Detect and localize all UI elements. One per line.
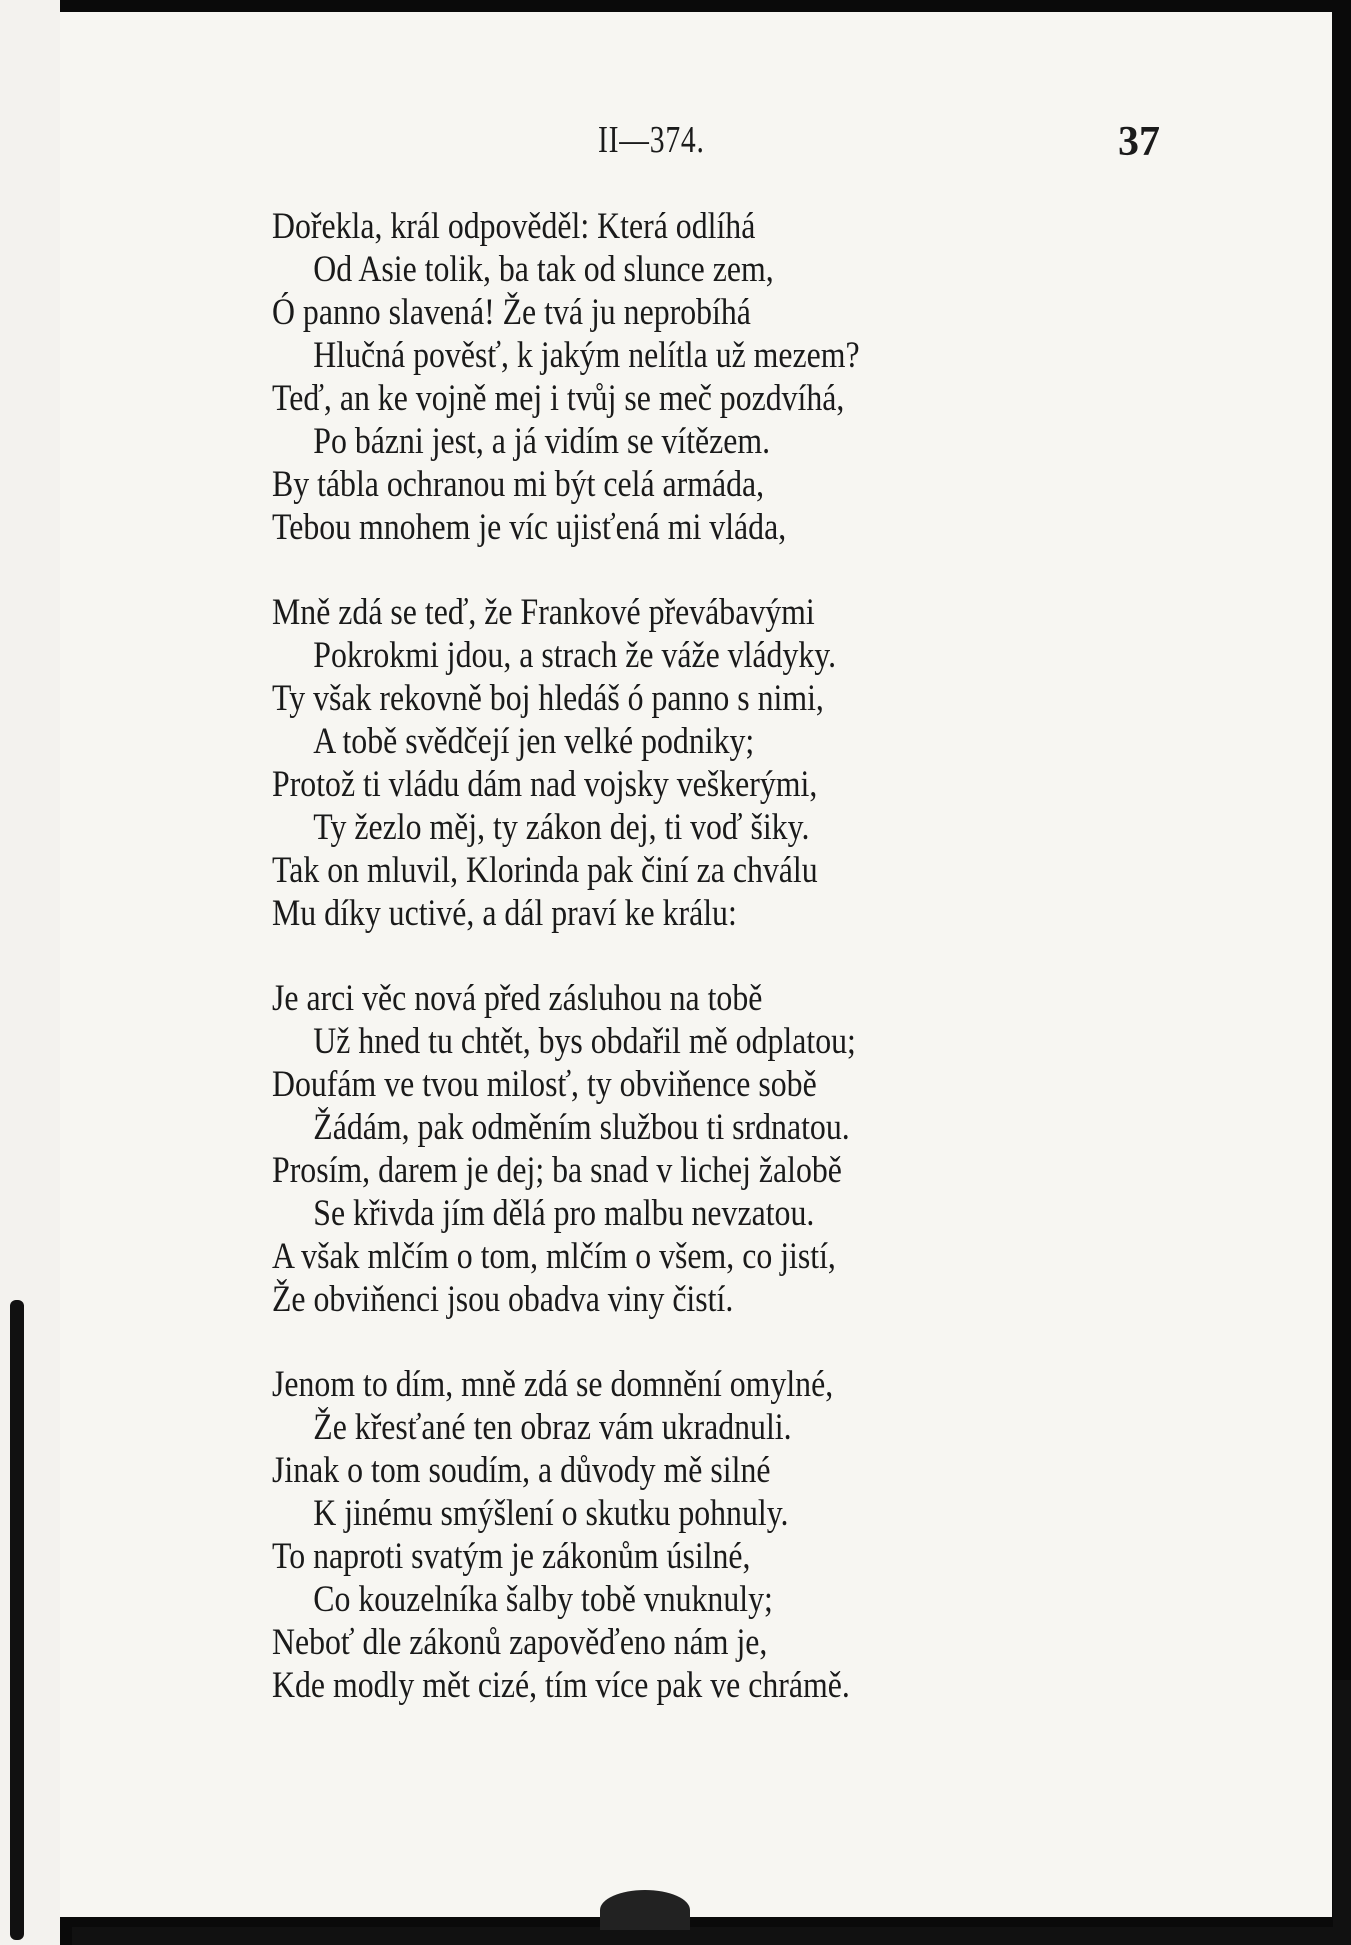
verse-line: Teď, an ke vojně mej i tvůj se meč pozdvíhá, xyxy=(272,378,845,419)
stanza xyxy=(272,205,1172,549)
verse-line: Prosím, darem je dej; ba snad v lichej žalobě xyxy=(272,1150,842,1191)
binding-shadow xyxy=(10,1300,24,1940)
verse-line: Co kouzelníka šalby tobě vnuknuly; xyxy=(313,1579,773,1620)
page-left-margin xyxy=(0,0,60,1945)
verse-line: Že křesťané ten obraz vám ukradnuli. xyxy=(313,1407,792,1448)
stanza xyxy=(272,1363,1172,1707)
verse-line: Je arci věc nová před zásluhou na tobě xyxy=(272,978,763,1019)
poem-body xyxy=(272,205,1172,1749)
verse-line: Se křivda jím dělá pro malbu nevzatou. xyxy=(313,1193,815,1234)
stanza xyxy=(272,977,1172,1321)
verse-line: Už hned tu chtět, bys obdařil mě odplatou; xyxy=(313,1021,856,1062)
verse-line: A tobě svědčejí jen velké podniky; xyxy=(313,721,755,762)
verse-line: Že obviňenci jsou obadva viny čistí. xyxy=(272,1279,734,1320)
right-edge-shadow xyxy=(1333,1680,1351,1945)
verse-line: Tak on mluvil, Klorinda pak činí za chválu xyxy=(272,850,818,891)
verse-line: Ó panno slavená! Že tvá ju neprobíhá xyxy=(272,292,751,333)
verse-line: Pokrokmi jdou, a strach že váže vládyky. xyxy=(313,635,837,676)
verse-line: Hlučná pověsť, k jakým nelítla už mezem? xyxy=(313,335,860,376)
verse-line: By tábla ochranou mi být celá armáda, xyxy=(272,464,765,505)
verse-line: Žádám, pak odměním službou ti srdnatou. xyxy=(313,1107,850,1148)
stanza xyxy=(272,591,1172,935)
bottom-edge-shadow xyxy=(72,1927,1351,1945)
verse-line: Od Asie tolik, ba tak od slunce zem, xyxy=(313,249,774,290)
page-number: 37 xyxy=(1118,119,1160,165)
verse-line: To naproti svatým je zákonům úsilné, xyxy=(272,1536,751,1577)
page-header xyxy=(0,118,1351,168)
scan-smudge xyxy=(600,1890,690,1930)
verse-line: Kde modly mět cizé, tím více pak ve chrámě. xyxy=(272,1665,850,1706)
verse-line: Ty však rekovně boj hledáš ó panno s nimi, xyxy=(272,678,824,719)
verse-line: Jinak o tom soudím, a důvody mě silné xyxy=(272,1450,771,1491)
verse-line: Po bázni jest, a já vidím se vítězem. xyxy=(313,421,771,462)
verse-line: Dořekla, král odpověděl: Která odlíhá xyxy=(272,206,756,247)
verse-line: Mně zdá se teď, že Frankové převábavými xyxy=(272,592,815,633)
verse-line: A však mlčím o tom, mlčím o všem, co jistí, xyxy=(272,1236,836,1277)
verse-line: Ty žezlo měj, ty zákon dej, ti voď šiky. xyxy=(313,807,810,848)
verse-line: Neboť dle zákonů zapověďeno nám je, xyxy=(272,1622,768,1663)
verse-line: Mu díky uctivé, a dál praví ke králu: xyxy=(272,893,737,934)
verse-line: Doufám ve tvou milosť, ty obviňence sobě xyxy=(272,1064,817,1105)
printer-signature: II—374. xyxy=(598,119,705,161)
verse-line: K jinému smýšlení o skutku pohnuly. xyxy=(313,1493,789,1534)
verse-line: Protož ti vládu dám nad vojsky veškerými, xyxy=(272,764,818,805)
verse-line: Jenom to dím, mně zdá se domnění omylné, xyxy=(272,1364,834,1405)
verse-line: Tebou mnohem je víc ujisťená mi vláda, xyxy=(272,507,787,548)
